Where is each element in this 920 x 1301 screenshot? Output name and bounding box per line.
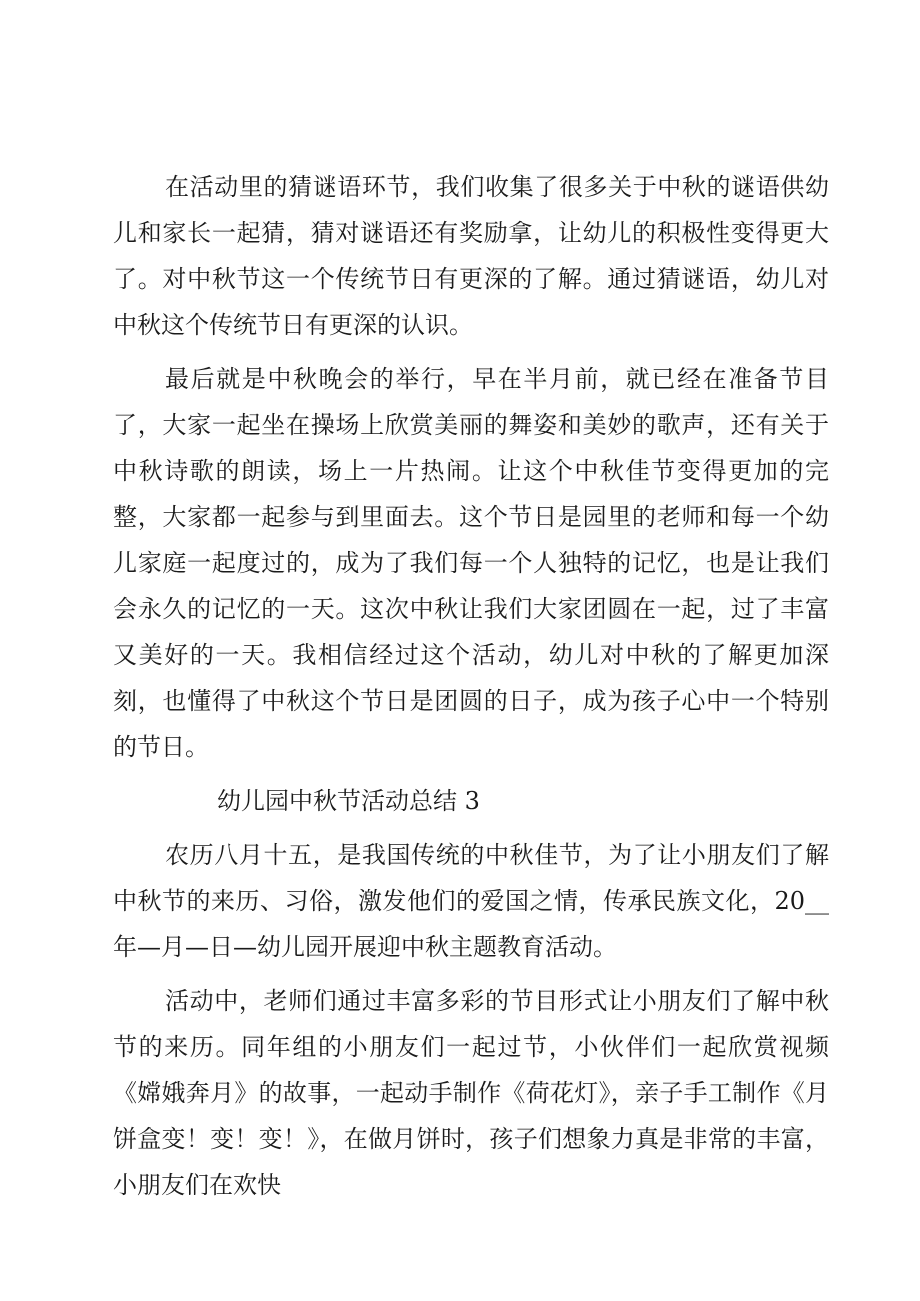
section-heading: 幼儿园中秋节活动总结 3 bbox=[217, 787, 480, 815]
paragraph-riddles: 在活动里的猜谜语环节，我们收集了很多关于中秋的谜语供幼儿和家长一起猜，猜对谜语还有奖励拿，让幼儿的积极性变得更大了。对中秋节这一个传统节日有更深的了解。通过猜谜语，幼儿对中秋这个传统节日有更深的认识。 bbox=[113, 173, 829, 339]
paragraph-lunar-festival-intro: 农历八月十五，是我国传统的中秋佳节，为了让小朋友们了解中秋节的来历、习俗，激发他们的爱国之情，传承民族文化，20__年—月—日—幼儿园开展迎中秋主题教育活动。 bbox=[113, 841, 829, 961]
paragraph-activities: 活动中，老师们通过丰富多彩的节目形式让小朋友们了解中秋节的来历。同年组的小朋友们一起过节，小伙伴们一起欣赏视频《嫦娥奔月》的故事，一起动手制作《荷花灯》，亲子手工制作《月饼盒变！变！变！》，在做月饼时，孩子们想象力真是非常的丰富，小朋友们在欢快 bbox=[113, 987, 829, 1199]
paragraph-evening-party: 最后就是中秋晚会的举行，早在半月前，就已经在准备节目了，大家一起坐在操场上欣赏美丽的舞姿和美妙的歌声，还有关于中秋诗歌的朗读，场上一片热闹。让这个中秋佳节变得更加的完整，大家都一起参与到里面去。这个节日是园里的老师和每一个幼儿家庭一起度过的，成为了我们每一个人独特的记忆，也是让我们会永久的记忆的一天。这次中秋让我们大家团圆在一起，过了丰富又美好的一天。我相信经过这个活动，幼儿对中秋的了解更加深刻，也懂得了中秋这个节日是团圆的日子，成为孩子心中一个特别的节日。 bbox=[113, 365, 829, 761]
document-body bbox=[113, 164, 829, 1216]
